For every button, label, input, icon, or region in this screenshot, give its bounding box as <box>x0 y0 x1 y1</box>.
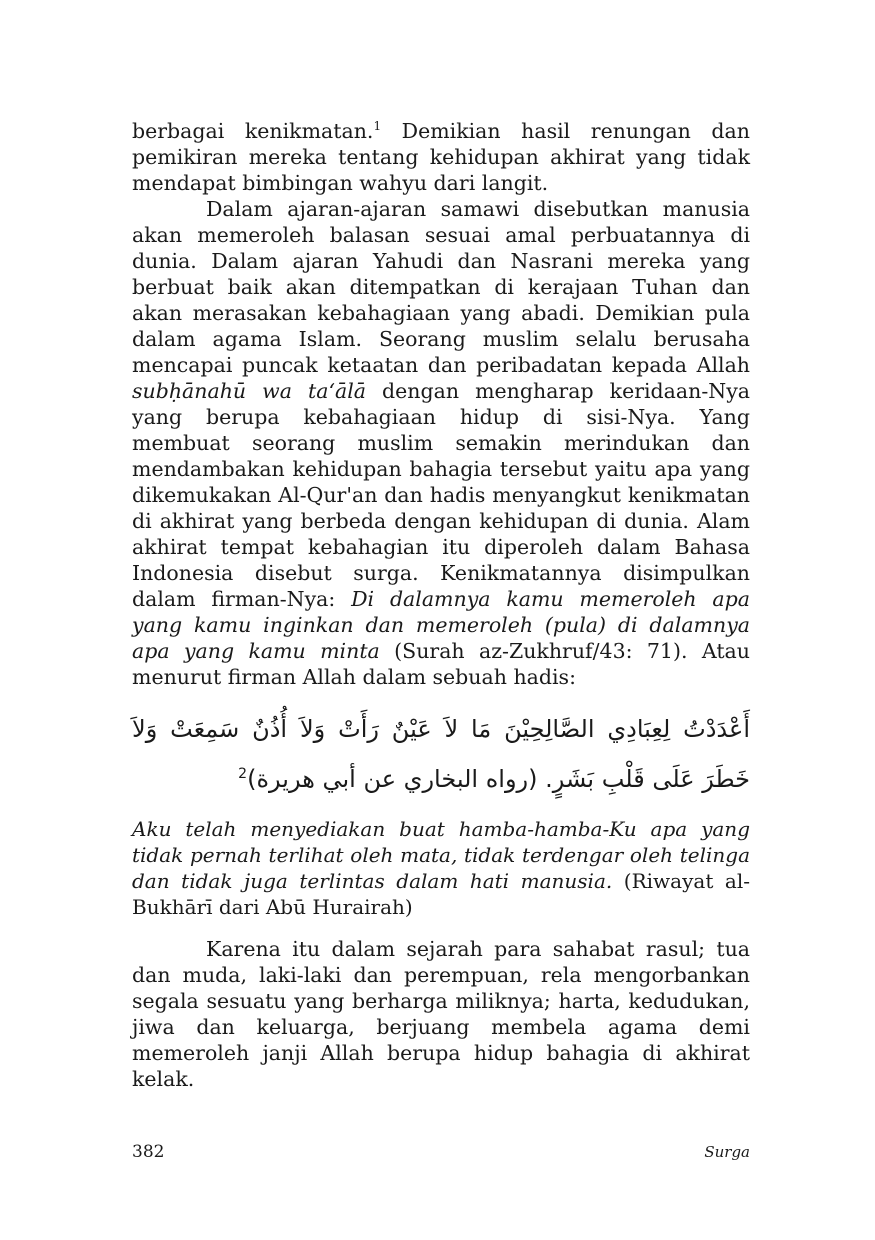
transliteration-text: subḥānahū wa taʻālā <box>132 379 366 403</box>
running-section-title: Surga <box>704 1143 750 1161</box>
hadith-source: (Riwayat al-Bukhārī dari Abū Hurairah) <box>132 869 750 919</box>
page-footer <box>132 1142 750 1162</box>
paragraph-1: berbagai kenikmatan.$^1$ Demikian hasil renungan dan pemikiran mereka tentang kehidupan akhirat yang tidak mendapat bimbingan wahyu dari langit. <box>132 119 750 195</box>
page-number: 382 <box>132 1142 165 1162</box>
quran-quote: Di dalamnya kamu memeroleh apa yang kamu inginkan dan memeroleh (pula) di dalamnya apa yang kamu minta <box>132 587 750 663</box>
hadith-translation: Aku telah menyediakan buat hamba-hamba-Ku apa yang tidak pernah terlihat oleh mata, tidak terdengar oleh telinga dan tidak juga terlintas dalam hati manusia. (Riwayat al-Bukhārī dari Abū Hurairah) <box>132 817 750 919</box>
hadith-arabic: أَعْدَدْتُ لِعِبَادِي الصَّالِحِيْنَ مَا لاَ عَيْنٌ رَأَتْ وَلاَ أُذُنٌ سَمِعَتْ وَلاَ خَطَرَ عَلَى قَلْبِ بَشَرٍ. (رواه البخاري عن أبي هريرة)$^2$ <box>132 715 750 793</box>
footnote-ref-1[interactable]: 1 <box>373 119 382 134</box>
paragraph-2: Dalam ajaran-ajaran samawi disebutkan manusia akan memeroleh balasan sesuai amal perbuatannya di dunia. Dalam ajaran Yahudi dan Nasrani mereka yang berbuat baik akan ditempatkan di kerajaan Tuhan dan akan merasakan kebahagiaan yang abadi. Demikian pula dalam agama Islam. Seorang muslim selalu berusaha mencapai puncak ketaatan dan peribadatan kepada Allah subḥānahū wa taʻālā dengan mengharap keridaan-Nya yang berupa kebahagiaan hidup di sisi-Nya. Yang membuat seorang muslim semakin merindukan dan mendambakan kehidupan bahagia tersebut yaitu apa yang dikemukakan Al-Qur'an dan hadis menyangkut kenikmatan di akhirat yang berbeda dengan kehidupan di dunia. Alam akhirat tempat kebahagian itu diperoleh dalam Bahasa Indonesia disebut surga. Kenikmatannya disimpulkan dalam firman-Nya: Di dalamnya kamu memeroleh apa yang kamu inginkan dan memeroleh (pula) di dalamnya apa yang kamu minta (Surah az-Zukhruf/43: 71). Atau menurut firman Allah dalam sebuah hadis: <box>132 197 750 689</box>
footnote-ref-2[interactable]: 2 <box>238 766 248 782</box>
paragraph-3: Karena itu dalam sejarah para sahabat rasul; tua dan muda, laki-laki dan perempuan, rela mengorbankan segala sesuatu yang berharga miliknya; harta, kedudukan, jiwa dan keluarga, berjuang membela agama demi memeroleh janji Allah berupa hidup bahagia di akhirat kelak. <box>132 937 750 1091</box>
page-body <box>132 118 750 1092</box>
